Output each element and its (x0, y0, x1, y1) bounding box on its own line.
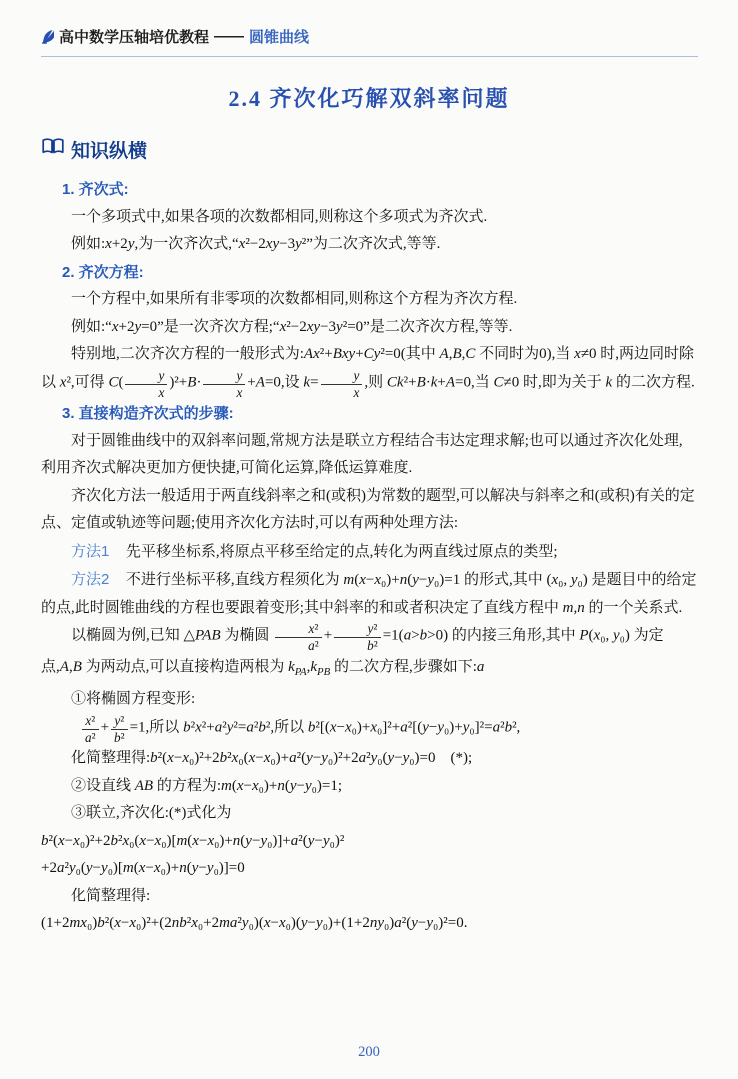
method-1-text: 先平移坐标系,将原点平移至给定的点,转化为两直线过原点的类型; (125, 543, 558, 560)
para-intro-2: 齐次化方法一般适用于两直线斜率之和(或积)为常数的题型,可以解决与斜率之和(或积)有关的定点、定值或轨迹等问题;使用齐次化方法时,可以有两种处理方法: (41, 487, 695, 531)
para-intro-1: 对于圆锥曲线中的双斜率问题,常规方法是联立方程结合韦达定理求解;也可以通过齐次化处理,利用齐次式解决更加方便快捷,可简化运算,降低运算难度. (41, 432, 683, 476)
para-equation-def: 一个方程中,如果所有非零项的次数都相同,则称这个方程为齐次方程. (71, 291, 518, 307)
method-2 (41, 566, 697, 622)
step-3: ③联立,齐次化:(*)式化为 (71, 805, 232, 821)
method-2-label: 方法2 (71, 571, 110, 588)
subsection-2-heading: 2. 齐次方程: (62, 263, 144, 281)
formula-simplified-star: 化简整理得:b²(x−x₀)²+2b²x₀(x−x₀)+a²(y−y₀)²+2a²y₀(y−y₀)=0 (*); (71, 750, 473, 766)
knowledge-body (41, 176, 697, 938)
header-dash: —— (214, 28, 245, 45)
para-homogeneous-def: 一个多项式中,如果各项的次数都相同,则称这个多项式为齐次式. (71, 208, 488, 225)
header-series: 圆锥曲线 (249, 29, 310, 46)
para-equation-example: 例如:“x+2y=0”是一次齐次方程;“x²−2xy−3y²=0”是二次齐次方程,等等. (71, 318, 513, 335)
subsection-3-heading: 3. 直接构造齐次式的步骤: (62, 405, 234, 422)
page-header (41, 26, 698, 57)
step-2: ②设直线 AB 的方程为:m(x−x₀)+n(y−y₀)=1; (71, 777, 343, 794)
para-general-form: 特别地,二次齐次方程的一般形式为:Ax²+Bxy+Cy²=0(其中 A,B,C 不同时为0),当 x≠0 时,两边同时除以 x²,可得 C( $\frac{y}{x}$ )²+B· $\frac{y}{x}$ +A=0,设 k= $\frac{y}{x}$ ,则 Ck²+B·k+A=0,当 C≠0 时,即为关于 k 的二次方程. (41, 346, 695, 400)
formula-homogenized-2: +2a²y₀(y−y₀)[m(x−x₀)+n(y−y₀)]=0 (41, 860, 245, 876)
subsection-1-heading: 1. 齐次式: (62, 181, 129, 198)
section-header (42, 136, 147, 163)
method-1 (41, 538, 697, 567)
formula-final: (1+2mx₀)b²(x−x₀)²+(2nb²x₀+2ma²y₀)(x−x₀)(y−y₀)+(1+2ny₀)a²(y−y₀)²=0. (41, 915, 468, 931)
open-book-icon (42, 138, 64, 161)
page-number: 200 (358, 1044, 380, 1060)
method-1-label: 方法1 (71, 542, 110, 560)
quill-icon (41, 29, 54, 45)
para-ellipse-setup: 以椭圆为例,已知 △PAB 为椭圆 $\frac{\text{x²}}{\text{a²}}$ + $\frac{\text{y²}}{\text{b²}}$ =1(a>b>0) 的内接三角形,其中 P(x₀, y₀) 为定点,A,B 为两动点,可以直接构造两根为 $k_{PA},k_{PB}$ 的二次方程,步骤如下:a (41, 621, 664, 678)
para-homogeneous-example: 例如:x+2y,为一次齐次式,“x²−2xy−3y²”为二次齐次式,等等. (71, 236, 441, 252)
para-simplify-label: 化简整理得: (71, 887, 151, 904)
header-title: 高中数学压轴培优教程 (59, 29, 210, 46)
page-title: 2.4 齐次化巧解双斜率问题 (228, 86, 510, 111)
formula-ellipse-transform: $\frac{\text{x²}}{\text{a²}}$ + $\frac{\text{y²}}{\text{b²}}$ =1,所以 b²x²+a²y²=a²b²,所以 b²[(x−x₀)+x₀]²+a²[(y−y₀)+y₀]²=a²b², (41, 714, 697, 746)
section-label: 知识纵横 (71, 141, 148, 162)
step-1: ①将椭圆方程变形: (71, 691, 196, 707)
method-2-text: 不进行坐标平移,直线方程须化为 m(x−x₀)+n(y−y₀)=1 的形式,其中 (x₀, y₀) 是题目中的给定的点,此时圆锥曲线的方程也要跟着变形;其中斜率的和或者积决定了直线方程中 m,n 的一个关系式. (41, 572, 697, 616)
formula-homogenized-1: b²(x−x₀)²+2b²x₀(x−x₀)[m(x−x₀)+n(y−y₀)]+a²(y−y₀)² (41, 832, 345, 849)
